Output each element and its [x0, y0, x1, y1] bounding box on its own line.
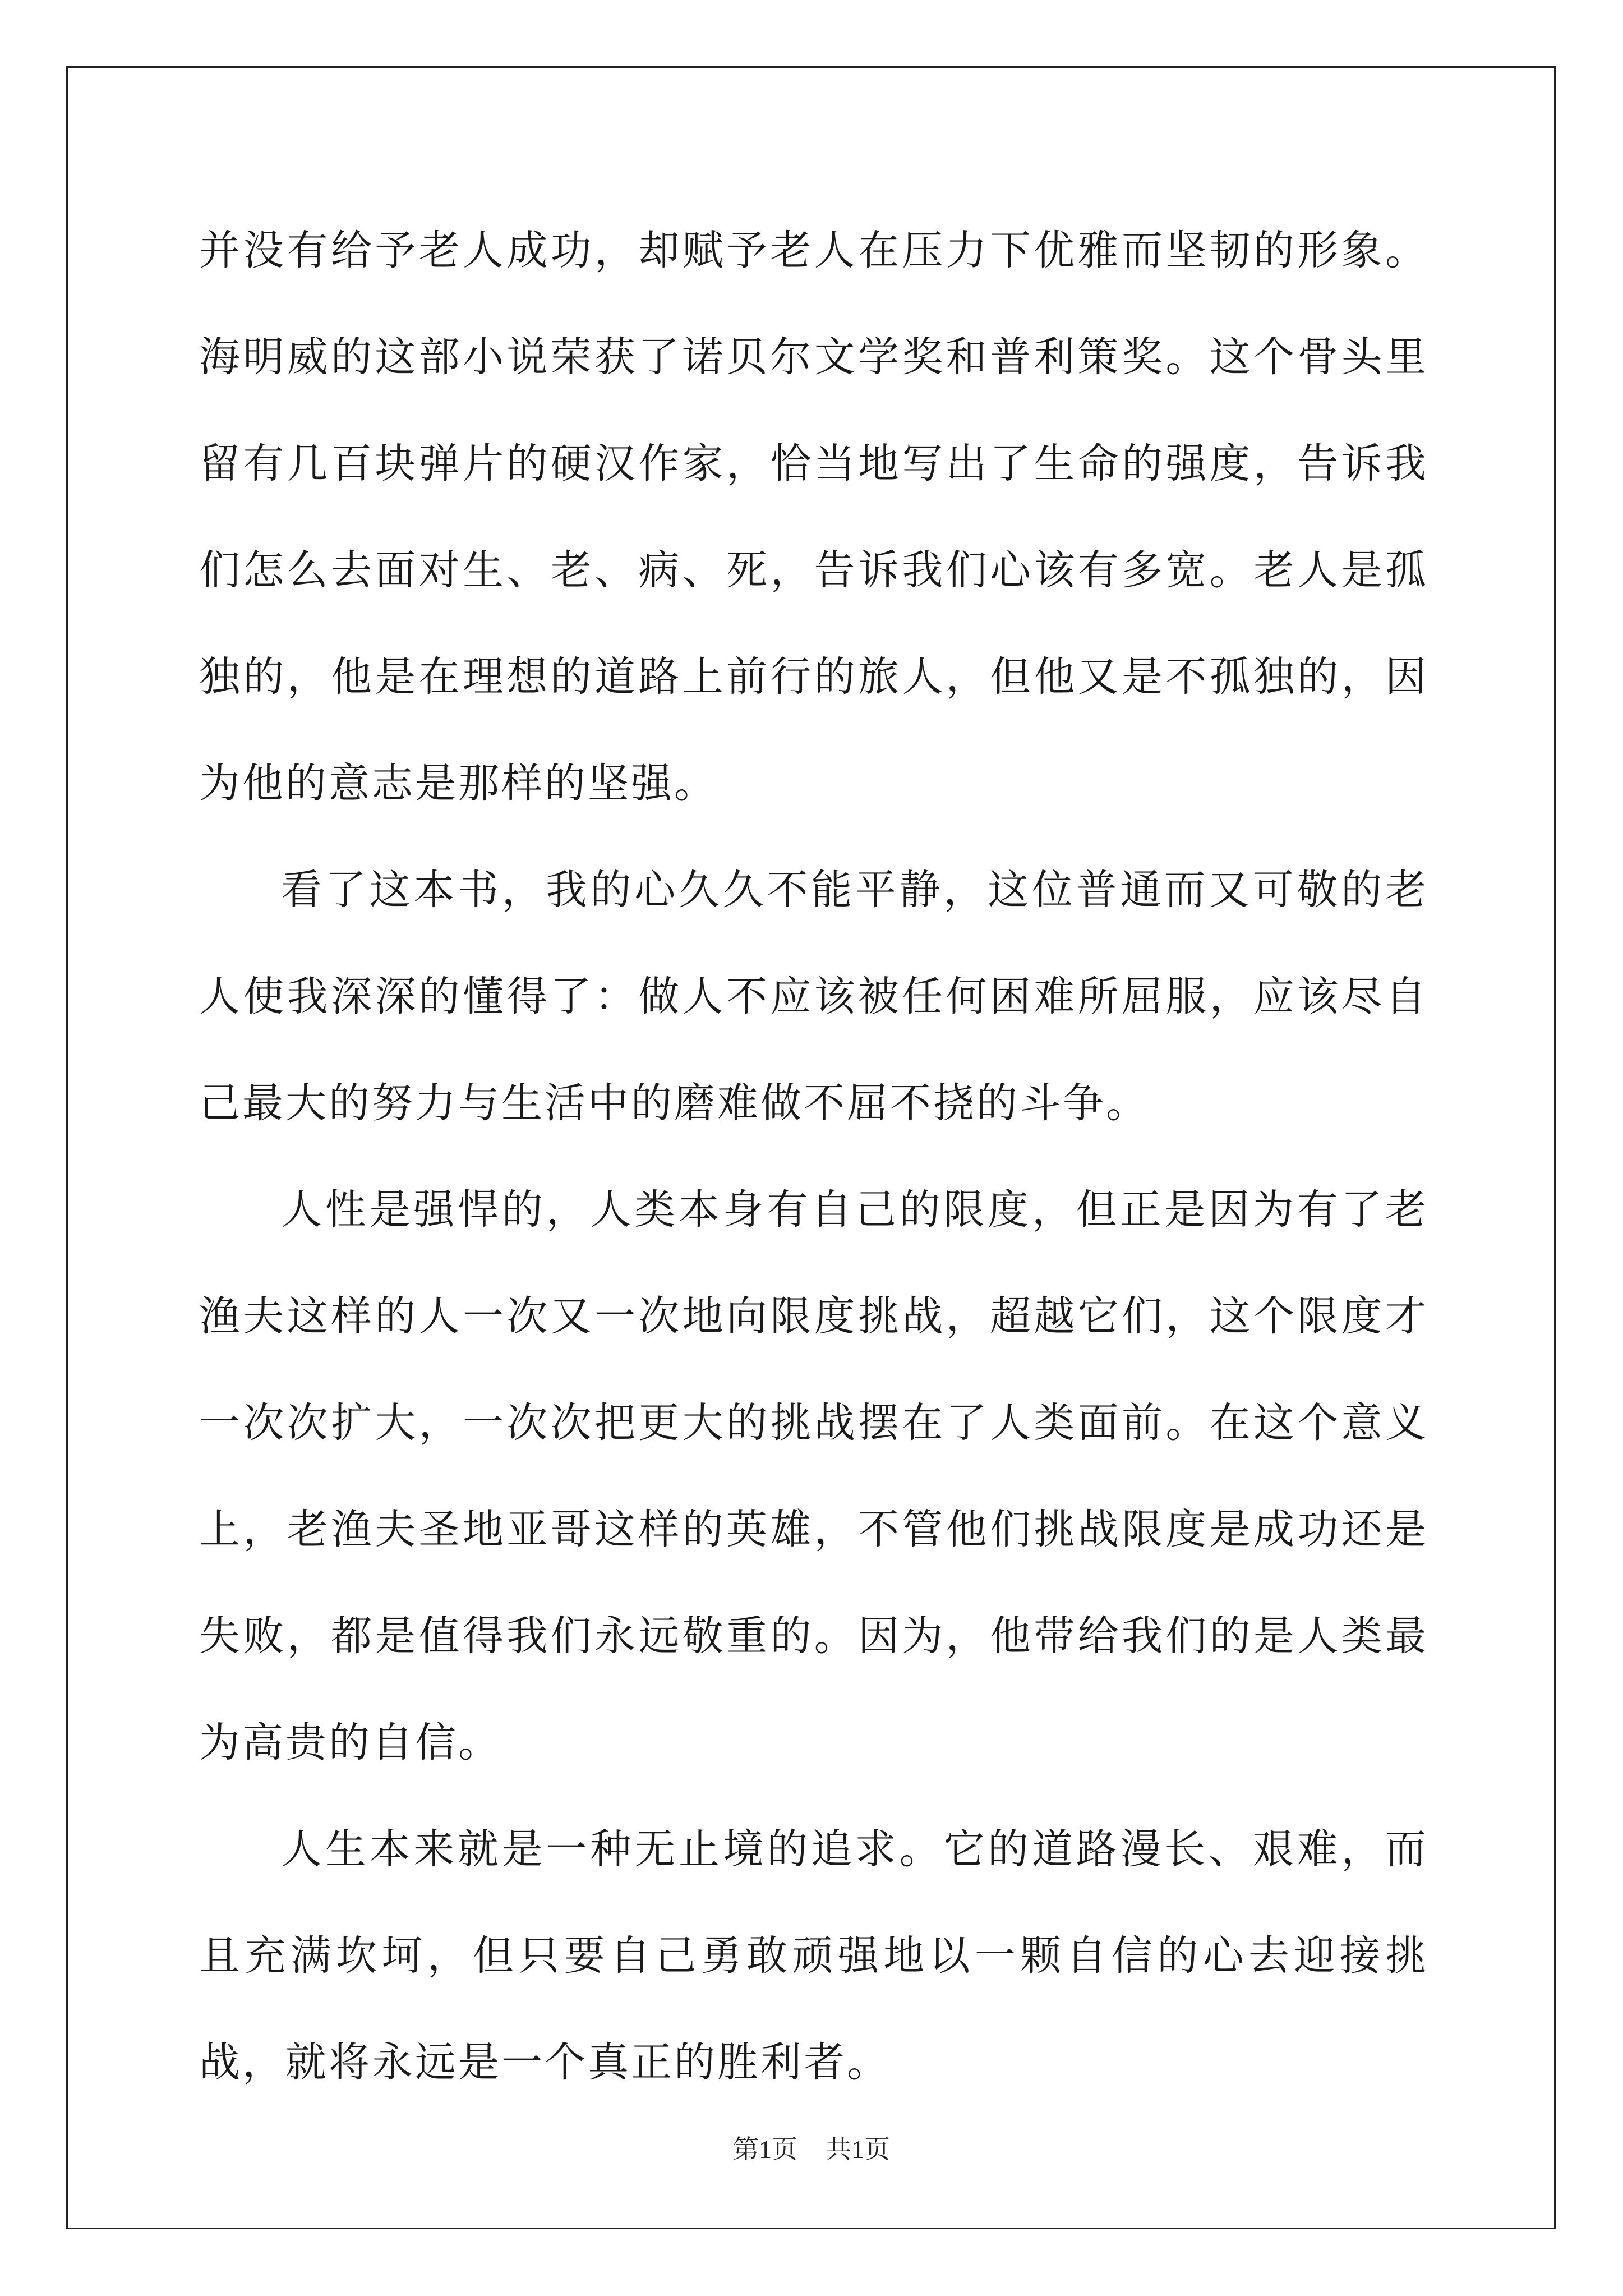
page-number: 第1页: [733, 2135, 797, 2164]
paragraph-3: 人性是强悍的，人类本身有自己的限度，但正是因为有了老渔夫这样的人一次又一次地向限度挑战，超越它们，这个限度才一次次扩大，一次次把更大的挑战摆在了人类面前。在这个意义上，老渔夫圣地亚哥这样的英雄，不管他们挑战限度是成功还是失败，都是值得我们永远敬重的。因为，他带给我们的是人类最为高贵的自信。: [199, 1186, 1428, 1766]
paragraph-2: 看了这本书，我的心久久不能平静，这位普通而又可敬的老人使我深深的懂得了：做人不应该被任何困难所屈服，应该尽自己最大的努力与生活中的磨难做不屈不挠的斗争。: [199, 866, 1428, 1127]
document-body: [199, 197, 1428, 2116]
page-total: 共1页: [826, 2135, 890, 2164]
paragraph-4: 人生本来就是一种无止境的追求。它的道路漫长、艰难，而且充满坎坷，但只要自己勇敢顽强地以一颗自信的心去迎接挑战，就将永远是一个真正的胜利者。: [199, 1825, 1428, 2086]
page-footer: [0, 2129, 1623, 2166]
paragraph-1: 并没有给予老人成功，却赋予老人在压力下优雅而坚韧的形象。海明威的这部小说荣获了诺贝尔文学奖和普利策奖。这个骨头里留有几百块弹片的硬汉作家，恰当地写出了生命的强度，告诉我们怎么去面对生、老、病、死，告诉我们心该有多宽。老人是孤独的，他是在理想的道路上前行的旅人，但他又是不孤独的，因为他的意志是那样的坚强。: [199, 227, 1428, 807]
